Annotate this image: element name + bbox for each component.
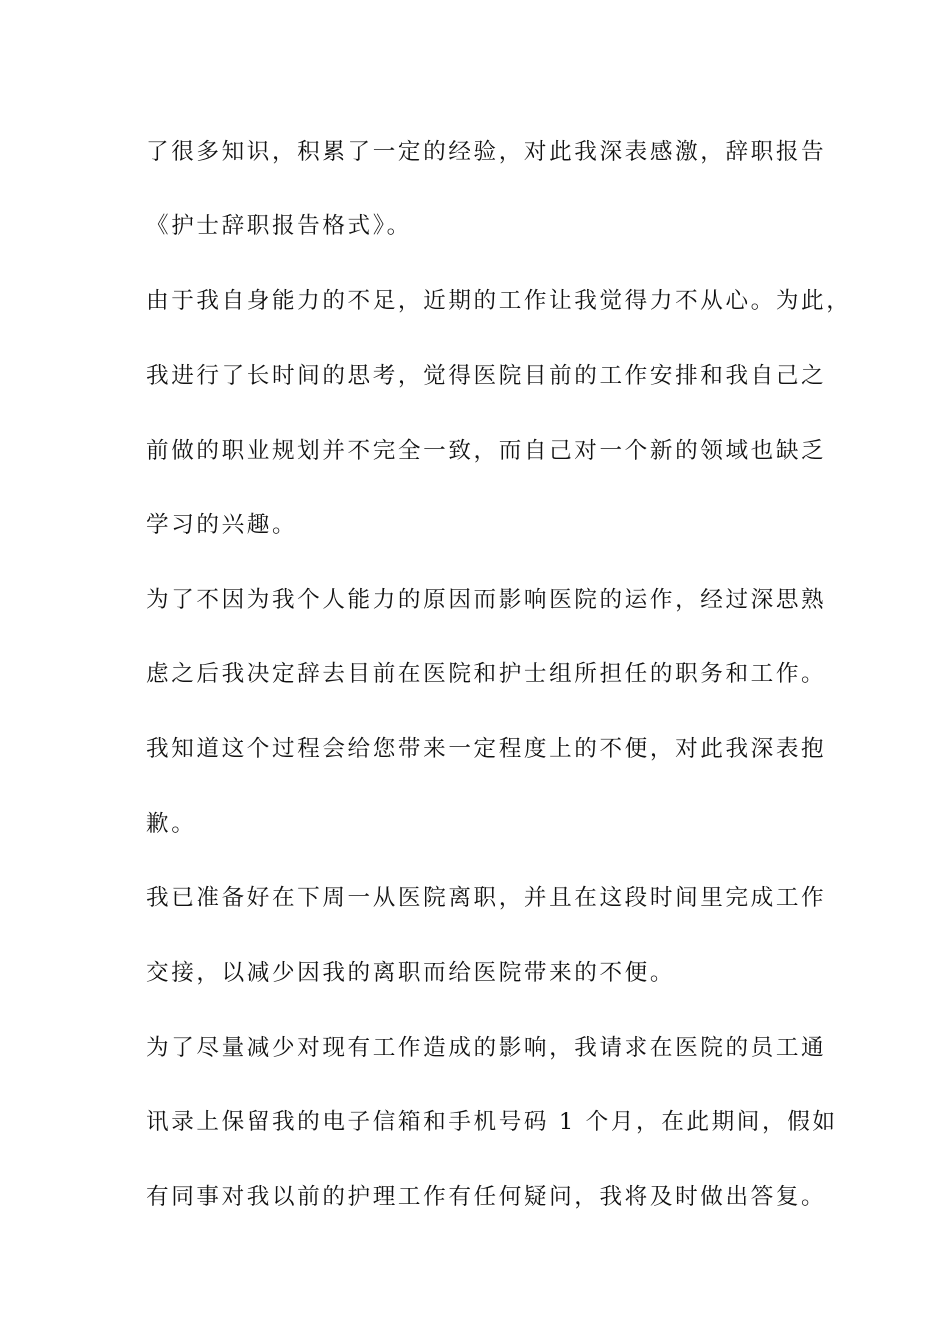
text-line: 讯录上保留我的电子信箱和手机号码 1 个月，在此期间，假如 xyxy=(146,1109,838,1135)
text-line: 我已准备好在下周一从医院离职，并且在这段时间里完成工作 xyxy=(146,885,827,911)
text-line: 有同事对我以前的护理工作有任何疑问，我将及时做出答复。 xyxy=(146,1184,827,1210)
text-line: 学习的兴趣。 xyxy=(146,512,298,538)
text-line: 了很多知识，积累了一定的经验，对此我深表感激，辞职报告 xyxy=(146,139,827,165)
text-line: 我进行了长时间的思考，觉得医院目前的工作安排和我自己之 xyxy=(146,363,827,389)
text-line: 歉。 xyxy=(146,811,197,837)
text-line: 虑之后我决定辞去目前在医院和护士组所担任的职务和工作。 xyxy=(146,661,827,687)
text-line: 交接，以减少因我的离职而给医院带来的不便。 xyxy=(146,960,676,986)
text-line: 《护士辞职报告格式》。 xyxy=(146,213,412,239)
text-line: 由于我自身能力的不足，近期的工作让我觉得力不从心。为此， xyxy=(146,288,852,314)
text-line: 为了不因为我个人能力的原因而影响医院的运作，经过深思熟 xyxy=(146,587,827,613)
text-line: 我知道这个过程会给您带来一定程度上的不便，对此我深表抱 xyxy=(146,736,827,762)
text-line: 前做的职业规划并不完全一致，而自己对一个新的领域也缺乏 xyxy=(146,438,827,464)
text-line: 为了尽量减少对现有工作造成的影响，我请求在医院的员工通 xyxy=(146,1035,827,1061)
